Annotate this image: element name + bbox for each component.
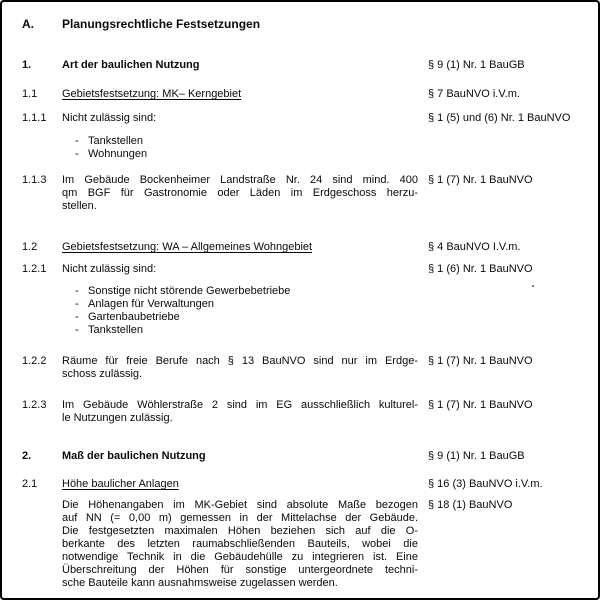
section-number: 1.1 bbox=[22, 88, 38, 100]
list-item bbox=[62, 298, 418, 311]
section-number: 1.1.1 bbox=[22, 112, 47, 124]
section-text bbox=[62, 263, 418, 276]
section-text bbox=[62, 285, 418, 337]
text-line: berkante des letzten raumabschließenden Bauteils, wobei die bbox=[62, 538, 418, 550]
text-line: schoss zulässig. bbox=[62, 368, 143, 380]
section-text bbox=[62, 241, 418, 254]
section-text bbox=[62, 112, 418, 125]
list-item bbox=[62, 311, 418, 324]
dash-bullet: - bbox=[75, 285, 79, 297]
list-item-label: Wohnungen bbox=[88, 148, 148, 160]
list-item-label: Tankstellen bbox=[88, 135, 144, 147]
scan-speck bbox=[532, 285, 534, 287]
row-1-1-1 bbox=[22, 112, 598, 125]
section-number: 1.2.3 bbox=[22, 399, 47, 411]
row-2-1 bbox=[22, 478, 598, 491]
dash-bullet: - bbox=[75, 148, 79, 160]
section-text bbox=[62, 478, 418, 491]
list-item bbox=[62, 148, 418, 161]
section-text bbox=[62, 355, 418, 381]
row-list-mk bbox=[22, 135, 598, 161]
text-line: qm BGF für Gastronomie oder Läden im Erdgeschoss herzu- bbox=[62, 187, 418, 199]
row-1 bbox=[22, 59, 598, 72]
row-1-2 bbox=[22, 241, 598, 254]
list-item-label: Gartenbaubetriebe bbox=[88, 311, 180, 323]
text-line: Gebietsfestsetzung: MK– Kerngebiet bbox=[62, 88, 242, 100]
legal-reference: § 1 (7) Nr. 1 BauNVO bbox=[428, 174, 533, 186]
text-line: Nicht zulässig sind: bbox=[62, 112, 157, 124]
dash-bullet: - bbox=[75, 298, 79, 310]
legal-reference: § 7 BauNVO i.V.m. bbox=[428, 88, 520, 100]
row-2-1-body bbox=[22, 499, 598, 590]
section-number: 1.1.3 bbox=[22, 174, 47, 186]
list-item bbox=[62, 285, 418, 298]
text-line: Art der baulichen Nutzung bbox=[62, 59, 200, 71]
section-number: 1. bbox=[22, 59, 32, 71]
legal-reference: § 4 BauNVO I.V.m. bbox=[428, 241, 521, 253]
text-line: Nicht zulässig sind: bbox=[62, 263, 157, 275]
row-2 bbox=[22, 450, 598, 463]
rows bbox=[22, 59, 598, 590]
text-line: Gebietsfestsetzung: WA – Allgemeines Wohngebiet bbox=[62, 241, 313, 253]
text-line: sche Bauteile kann ausnahmsweise zugelassen werden. bbox=[62, 577, 338, 589]
legal-reference: § 9 (1) Nr. 1 BauGB bbox=[428, 59, 525, 71]
text-line: stellen. bbox=[62, 200, 97, 212]
text-line: Im Gebäude Bockenheimer Landstraße Nr. 24 sind mind. 400 bbox=[62, 174, 418, 186]
section-number: 1.2 bbox=[22, 241, 38, 253]
legal-reference: § 1 (6) Nr. 1 BauNVO bbox=[428, 263, 533, 275]
text-line: Räume für freie Berufe nach § 13 BauNVO sind nur im Erdge- bbox=[62, 355, 418, 367]
section-number: 2. bbox=[22, 450, 32, 462]
text-line: auf NN (= 0,00 m) gemessen in der Mittelachse der Gebäude. bbox=[62, 512, 418, 524]
legal-reference: § 1 (5) und (6) Nr. 1 BauNVO bbox=[428, 112, 571, 124]
text-line: Die festgesetzten maximalen Höhen beziehen sich auf die O- bbox=[62, 525, 418, 537]
row-1-1 bbox=[22, 88, 598, 101]
list-item bbox=[62, 135, 418, 148]
legal-reference: § 9 (1) Nr. 1 BauGB bbox=[428, 450, 525, 462]
list-item-label: Sonstige nicht störende Gewerbebetriebe bbox=[88, 285, 291, 297]
row-1-2-1 bbox=[22, 263, 598, 276]
text-line: Die Höhenangaben im MK-Gebiet sind absolute Maße bezogen bbox=[62, 499, 418, 511]
section-number: 1.2.2 bbox=[22, 355, 47, 367]
section-number: 2.1 bbox=[22, 478, 38, 490]
section-text bbox=[62, 174, 418, 213]
section-text bbox=[62, 135, 418, 161]
text-line: Überschreitung der Höhen für sonstige untergeordnete techni- bbox=[62, 564, 418, 576]
dash-bullet: - bbox=[75, 324, 79, 336]
section-number: 1.2.1 bbox=[22, 263, 47, 275]
dash-bullet: - bbox=[75, 135, 79, 147]
section-text bbox=[62, 499, 418, 590]
section-text bbox=[62, 399, 418, 425]
section-text bbox=[62, 88, 418, 101]
legal-reference: § 16 (3) BauNVO i.V.m. bbox=[428, 478, 543, 490]
row-1-1-3 bbox=[22, 174, 598, 213]
list-item bbox=[62, 324, 418, 337]
text-line: le Nutzungen zulässig. bbox=[62, 412, 173, 424]
section-letter: A. bbox=[22, 17, 34, 31]
document-title-row bbox=[22, 17, 598, 31]
row-1-2-2 bbox=[22, 355, 598, 381]
legal-reference: § 18 (1) BauNVO bbox=[428, 499, 513, 511]
row-1-2-3 bbox=[22, 399, 598, 425]
text-line: Im Gebäude Wöhlerstraße 2 sind im EG ausschließlich kulturel- bbox=[62, 399, 418, 411]
row-list-wa bbox=[22, 285, 598, 337]
page-title: Planungsrechtliche Festsetzungen bbox=[62, 17, 261, 31]
section-text bbox=[62, 59, 418, 72]
legal-reference: § 1 (7) Nr. 1 BauNVO bbox=[428, 355, 533, 367]
section-text bbox=[62, 450, 418, 463]
legal-reference: § 1 (7) Nr. 1 BauNVO bbox=[428, 399, 533, 411]
list-item-label: Anlagen für Verwaltungen bbox=[88, 298, 214, 310]
list-item-label: Tankstellen bbox=[88, 324, 144, 336]
text-line: notwendige Technik in die Gebäudehülle zu integrieren ist. Eine bbox=[62, 551, 418, 563]
text-line: Höhe baulicher Anlagen bbox=[62, 478, 179, 490]
text-line: Maß der baulichen Nutzung bbox=[62, 450, 206, 462]
dash-bullet: - bbox=[75, 311, 79, 323]
